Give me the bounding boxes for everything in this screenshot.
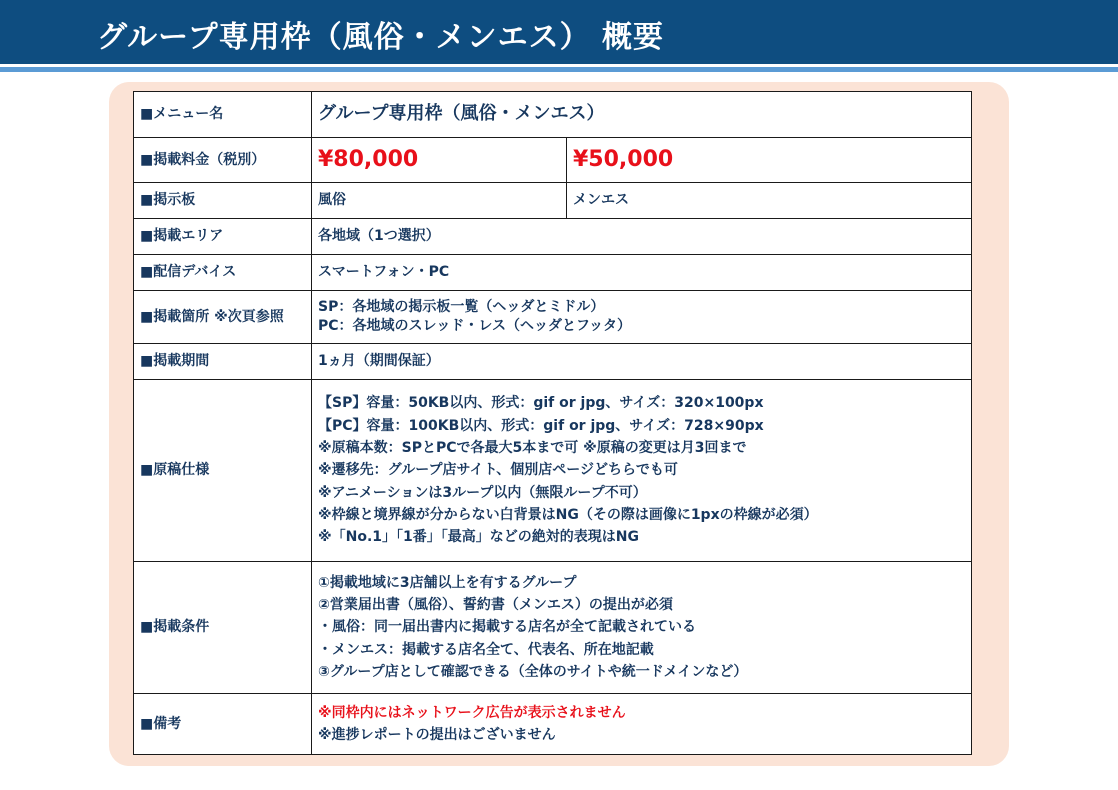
notes-line-report: ※進捗レポートの提出はございません bbox=[318, 727, 556, 743]
conditions-line-1: ①掲載地域に3店舗以上を有するグループ bbox=[318, 574, 577, 591]
notes-line-network: ※同枠内にはネットワーク広告が表示されません bbox=[318, 704, 626, 721]
spec-line-expression: ※「No.1」「1番」「最高」などの絶対的表現はNG bbox=[318, 529, 639, 546]
placement-line-pc: PC：各地域のスレッド・レス（ヘッダとフッタ） bbox=[318, 318, 631, 334]
area-label: ■掲載エリア bbox=[134, 219, 312, 255]
header-bar bbox=[0, 0, 1118, 64]
placement-value bbox=[312, 291, 972, 344]
spec-line-destination: ※遷移先：グループ店サイト、個別店ページどちらでも可 bbox=[318, 462, 678, 479]
area-value: 各地域（1つ選択） bbox=[312, 219, 972, 255]
table-row-price bbox=[134, 138, 972, 183]
menu-name-label: ■メニュー名 bbox=[134, 92, 312, 138]
price-label: ■掲載料金（税別） bbox=[134, 138, 312, 183]
table-row-period bbox=[134, 344, 972, 380]
price-fuzoku: ¥80,000 bbox=[312, 138, 567, 183]
conditions-line-fuzoku: ・風俗：同一届出書内に掲載する店名が全て記載されている bbox=[318, 619, 696, 636]
table-row-area bbox=[134, 219, 972, 255]
table-row-board bbox=[134, 183, 972, 219]
table-row-menu bbox=[134, 92, 972, 138]
spec-line-sp: 【SP】容量：50KB以内、形式：gif or jpg、サイズ：320×100px bbox=[318, 395, 764, 412]
spec-value bbox=[312, 380, 972, 562]
board-menes: メンエス bbox=[567, 183, 972, 219]
placement-line-sp: SP：各地域の掲示板一覧（ヘッダとミドル） bbox=[318, 299, 605, 316]
header-stripe bbox=[0, 67, 1118, 72]
page-title: グループ専用枠（風俗・メンエス） 概要 bbox=[97, 20, 665, 55]
table-row-conditions bbox=[134, 562, 972, 694]
spec-line-count: ※原稿本数：SPとPCで各最大5本まで可 ※原稿の変更は月3回まで bbox=[318, 440, 747, 457]
device-label: ■配信デバイス bbox=[134, 255, 312, 291]
conditions-line-2: ②営業届出書（風俗）、誓約書（メンエス）の提出が必須 bbox=[318, 597, 673, 614]
board-label: ■掲示板 bbox=[134, 183, 312, 219]
spec-line-border: ※枠線と境界線が分からない白背景はNG（その際は画像に1pxの枠線が必須） bbox=[318, 506, 818, 523]
spec-line-animation: ※アニメーションは3ループ以内（無限ループ不可） bbox=[318, 484, 647, 501]
table-row-notes bbox=[134, 694, 972, 755]
menu-name-value: グループ専用枠（風俗・メンエス） bbox=[312, 92, 972, 138]
period-value: 1ヵ月（期間保証） bbox=[312, 344, 972, 380]
table-row-spec bbox=[134, 380, 972, 562]
notes-value bbox=[312, 694, 972, 755]
conditions-line-3: ③グループ店として確認できる（全体のサイトや統一ドメインなど） bbox=[318, 663, 748, 680]
conditions-line-menes: ・メンエス：掲載する店名全て、代表名、所在地記載 bbox=[318, 641, 654, 658]
board-fuzoku: 風俗 bbox=[312, 183, 567, 219]
conditions-label: ■掲載条件 bbox=[134, 562, 312, 694]
table-row-device bbox=[134, 255, 972, 291]
device-value: スマートフォン・PC bbox=[312, 255, 972, 291]
notes-label: ■備考 bbox=[134, 694, 312, 755]
period-label: ■掲載期間 bbox=[134, 344, 312, 380]
conditions-value bbox=[312, 562, 972, 694]
placement-label: ■掲載箇所 ※次頁参照 bbox=[134, 291, 312, 344]
price-menes: ¥50,000 bbox=[567, 138, 972, 183]
spec-label: ■原稿仕様 bbox=[134, 380, 312, 562]
table-row-placement bbox=[134, 291, 972, 344]
spec-table bbox=[133, 91, 972, 755]
spec-line-pc: 【PC】容量：100KB以内、形式：gif or jpg、サイズ：728×90px bbox=[318, 417, 764, 434]
